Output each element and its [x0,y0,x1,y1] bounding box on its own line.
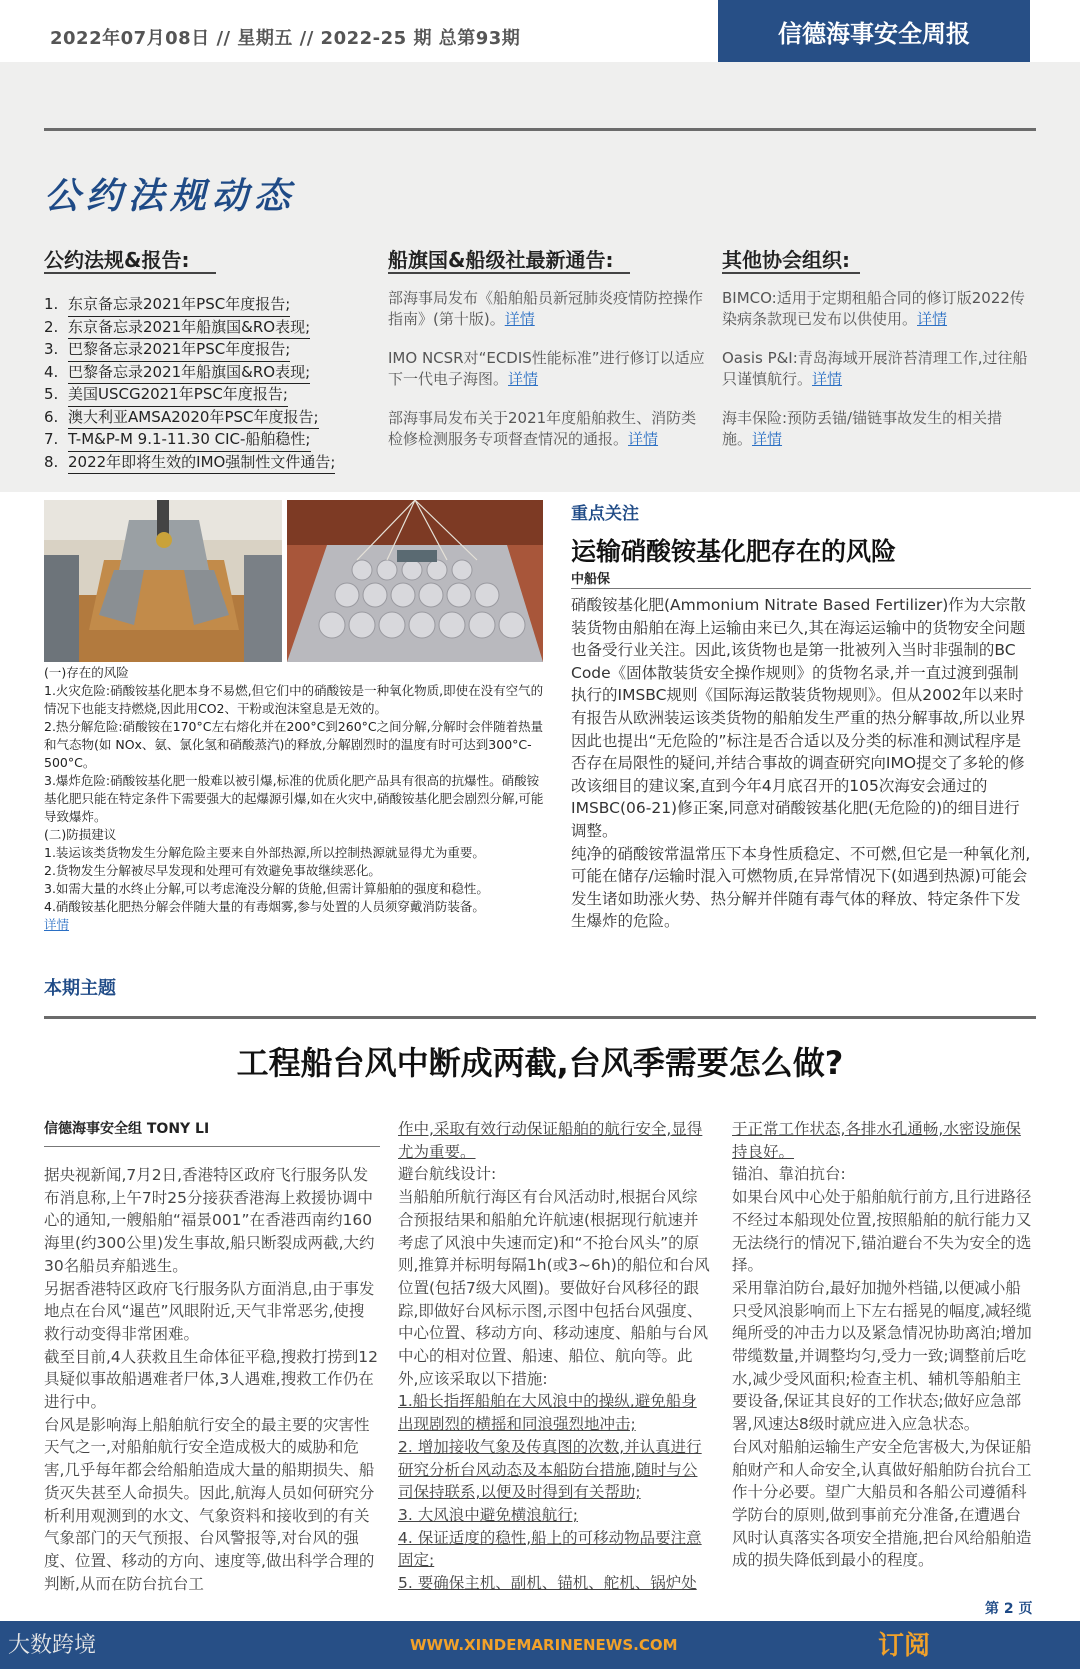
article-paragraph: 于正常工作状态,各排水孔通畅,水密设施保持良好。 [732,1120,1021,1161]
other-orgs-news [722,288,1032,468]
news-text: Oasis P&I:青岛海域开展浒苔清理工作,过往船只谨慎航行。 [722,349,1028,388]
details-link[interactable]: 详情 [504,310,535,328]
heading-underline [44,272,216,274]
flag-state-news [388,288,708,468]
section-title: 公约法规动态 [44,176,297,217]
list-item[interactable] [44,339,374,362]
news-item [388,408,708,450]
details-link[interactable]: 详情 [812,370,843,388]
news-item [388,288,708,330]
article-paragraph: 避台航线设计: [398,1165,497,1184]
article-paragraph: 4. 保证适度的稳性,船上的可移动物品要注意固定; [398,1528,702,1570]
article-paragraph: 台风对船舶运输生产安全危害极大,为保证船舶财产和人命安全,认真做好船舶防台抗台工作十分必要。望广大船员和各船公司遵循科学防台的原则,做到事前充分准备,在遭遇台风时认真落实各项安全措施,把台风给船舶造成的损失降低到最小的程度。 [732,1437,1032,1570]
focus-body [571,594,1031,933]
news-text: 部海事局发布《船舶船员新冠肺炎疫情防控操作指南》(第十版)。 [388,289,704,328]
theme-label: 本期主题 [44,978,116,999]
section-divider [44,128,1036,131]
issue-dateline: 2022年07月08日 // 星期五 // 2022-25 期 总第93期 [50,28,521,49]
article-paragraph: 如果台风中心处于船舶航行前方,且行进路径不经过本船现处位置,按照船舶的航行能力又无法绕行的情况下,锚泊避台不失为安全的选择。 [732,1188,1032,1275]
list-number: 1. [44,295,59,313]
focus-paragraph: 纯净的硝酸铵常温常压下本身性质稳定、不可燃,但它是一种氧化剂,可能在储存/运输时混入可燃物质,在异常情况下(如遇到热源)可能会发生诸如助涨火势、热分解并伴随有毒气体的释放、特定条件下发生爆炸的危险。 [571,844,1031,931]
caption-line: (二)防损建议 [44,827,117,842]
list-item-link[interactable]: 东京备忘录2021年船旗国&RO表现; [68,317,310,340]
regulations-list [44,294,374,474]
list-item[interactable] [44,452,374,475]
article-column-3 [732,1118,1034,1572]
focus-label: 重点关注 [571,504,639,524]
caption-line: (一)存在的风险 [44,665,129,680]
flag-state-heading: 船旗国&船级社最新通告: [388,248,614,272]
article-paragraph: 当船舶所航行海区有台风活动时,根据台风综合预报结果和船舶允许航速(根据现行航速并考虑了风浪中失速而定)和“不抢台风头”的原则,推算并标明每隔1h(或3~6h)的船位和台风位置(包括7级大风圈)。要做好台风移径的跟踪,即做好台风标示图,示图中包括台风强度、中心位置、移动方向、移动速度、船舶与台风中心的相对位置、船速、船位、航向等。此外,应该采取以下措施: [398,1188,710,1388]
focus-divider [571,588,1031,589]
details-link[interactable]: 详情 [508,370,539,388]
details-link[interactable]: 详情 [628,430,659,448]
focus-paragraph: 硝酸铵基化肥(Ammonium Nitrate Based Fertilizer)作为大宗散装货物由船舶在海上运输由来已久,其在海运运输中的货物安全问题也备受行业关注。因此,该货物也是第一批被列入当时非强制的BC Code《固体散装货安全操作规则》的货物名录,并一直过渡到强制执行的IMSBC规则《国际海运散装货物规则》。但从2002年以来时有报告从欧洲装运该类货物的船舶发生严重的热分解事故,所以业界因此也提出“无危险的”标注是否合适以及分类的标准和测试程序是否存在局限性的疑问,并结合事故的调查研究向IMO提交了多轮的修改该细目的建议案,直到今年4月底召开的105次海安会通过的IMSBC(06-21)修正案,同意对硝酸铵基化肥(无危险的)的细目进行调整。 [571,596,1026,840]
other-orgs-heading: 其他协会组织: [722,248,850,272]
caption-line: 2.热分解危险:硝酸铵在170°C左右熔化并在200°C到260°C之间分解,分解时会伴随着热量和气态物(如 NOx、氨、氯化氢和硝酸蒸汽)的释放,分解剧烈时的温度有时可达到300°C-500°C。 [44,719,544,770]
caption-line: 1.火灾危险:硝酸铵基化肥本身不易燃,但它们中的硝酸铵是一种氧化物质,即使在没有空气的情况下也能支持燃烧,因此用CO2、干粉或泡沫窒息是无效的。 [44,683,544,716]
news-item [722,288,1032,330]
byline-divider [44,1146,380,1147]
list-item[interactable] [44,317,374,340]
heading-underline [722,272,860,274]
article-paragraph: 据央视新闻,7月2日,香港特区政府飞行服务队发布消息称,上午7时25分接获香港海上救援协调中心的通知,一艘船舶“福景001”在香港西南约160海里(约300公里)发生事故,船只断裂成两截,大约30名船员弃船逃生。 [44,1166,375,1275]
news-item [388,348,708,390]
list-number: 2. [44,317,59,336]
article-byline: 信德海事安全组 TONY LI [44,1121,210,1137]
article-paragraph: 另据香港特区政府飞行服务队方面消息,由于事发地点在台风“暹芭”风眼附近,天气非常恶劣,使搜救行动变得非常困难。 [44,1279,375,1343]
article-paragraph: 台风是影响海上船舶航行安全的最主要的灾害性天气之一,对船舶航行安全造成极大的威胁和危害,几乎每年都会给船舶造成大量的船期损失、船货灭失甚至人命损失。因此,航海人员如何研究分析利用观测到的水文、气象资料和接收到的有关气象部门的天气预报、台风警报等,对台风的强度、位置、移动的方向、速度等,做出科学合理的判断,从而在防台抗台工 [44,1415,375,1593]
details-link[interactable]: 详情 [44,917,70,932]
list-number: 4. [44,362,59,381]
cargo-grab-photo [44,500,282,662]
watermark-text: 大数跨境 [8,1633,97,1658]
caption-line: 1.装运该类货物发生分解危险主要来自外部热源,所以控制热源就显得尤为重要。 [44,845,485,860]
article-paragraph: 截至目前,4人获救且生命体征平稳,搜救打捞到12具疑似事故船遇难者尸体,3人遇难,搜救工作仍在进行中。 [44,1347,378,1412]
heading-underline [388,272,630,274]
list-item[interactable] [44,362,374,385]
article-column-2 [398,1118,712,1595]
list-item[interactable] [44,407,374,430]
article-paragraph: 2. 增加接收气象及传真图的次数,并认真进行研究分析台风动态及本船防台措施,随时与公司保持联系,以便及时得到有关帮助; [398,1437,702,1502]
news-item [722,408,1032,450]
article-paragraph: 作中,采取有效行动保证船舶的航行安全,显得尤为重要。 [398,1120,703,1161]
caption-line: 2.货物发生分解被尽早发现和处理可有效避免事故继续恶化。 [44,863,381,878]
caption-line: 3.如需大量的水终止分解,可以考虑淹没分解的货舱,但需计算船舶的强度和稳性。 [44,881,489,896]
list-item-link[interactable]: 澳大利亚AMSA2020年PSC年度报告; [68,407,319,430]
bagged-cargo-photo [287,500,543,662]
regulations-heading: 公约法规&报告: [44,248,190,272]
list-number: 7. [44,430,59,448]
risk-caption [44,664,550,934]
list-item-link[interactable]: 2022年即将生效的IMO强制性文件通告; [68,452,335,475]
list-item[interactable] [44,429,374,452]
list-number: 8. [44,452,59,471]
list-item-link[interactable]: 美国USCG2021年PSC年度报告; [68,384,288,407]
newsletter-brand: 信德海事安全周报 [718,0,1030,62]
article-paragraph: 5. 要确保主机、副机、锚机、舵机、锅炉处 [398,1574,697,1593]
article-headline: 工程船台风中断成两截,台风季需要怎么做? [236,1044,844,1082]
article-column-1 [44,1164,378,1595]
focus-title: 运输硝酸铵基化肥存在的风险 [571,537,897,566]
details-link[interactable]: 详情 [917,310,948,328]
news-item [722,348,1032,390]
list-number: 3. [44,340,59,358]
list-number: 6. [44,407,59,426]
news-text: BIMCO:适用于定期租船合同的修订版2022传染病条款现已发布以供使用。 [722,289,1025,328]
article-paragraph: 1.船长指挥船舶在大风浪中的操纵,避免船身出现剧烈的横摇和同浪强烈地冲击; [398,1392,697,1434]
news-text: 部海事局发布关于2021年度船舶救生、消防类检修检测服务专项督查情况的通报。 [388,409,697,448]
subscribe-button[interactable]: 订阅 [878,1631,931,1661]
article-paragraph: 3. 大风浪中避免横浪航行; [398,1505,578,1524]
list-item[interactable] [44,384,374,407]
list-item[interactable] [44,294,374,317]
list-item-link[interactable]: 东京备忘录2021年PSC年度报告; [68,294,290,317]
news-text: 海丰保险:预防丢锚/锚链事故发生的相关措施。 [722,409,1003,448]
website-link[interactable]: WWW.XINDEMARINENEWS.COM [410,1636,678,1654]
news-text: IMO NCSR对“ECDIS性能标准”进行修订以适应下一代电子海图。 [388,349,705,388]
list-item-link[interactable]: 巴黎备忘录2021年PSC年度报告; [68,339,290,362]
caption-line: 3.爆炸危险:硝酸铵基化肥一般难以被引爆,标准的优质化肥产品具有很高的抗爆性。硝酸铵基化肥只能在特定条件下需要强大的起爆源引爆,如在火灾中,硝酸铵基化肥会剧烈分解,可能导致爆炸。 [44,773,544,824]
focus-source: 中船保 [571,572,611,587]
list-item-link[interactable]: 巴黎备忘录2021年船旗国&RO表现; [68,362,310,385]
caption-line: 4.硝酸铵基化肥热分解会伴随大量的有毒烟雾,参与处置的人员须穿戴消防装备。 [44,899,485,914]
article-paragraph: 采用靠泊防台,最好加抛外档锚,以便减小船只受风浪影响而上下左右摇晃的幅度,减轻缆绳所受的冲击力以及紧急情况协助离泊;增加带缆数量,并调整均匀,受力一致;调整前后吃水,减少受风面积;检查主机、辅机等船舶主要设备,保证其良好的工作状态;做好应急部署,风速达8级时就应进入应急状态。 [732,1278,1032,1434]
list-number: 5. [44,385,59,403]
details-link[interactable]: 详情 [752,430,783,448]
theme-divider [44,1016,1036,1019]
page-number: 第 2 页 [985,1601,1033,1617]
article-paragraph: 锚泊、靠泊抗台: [732,1165,846,1184]
list-item-link[interactable]: T-M&P-M 9.1-11.30 CIC-船舶稳性; [68,429,311,452]
